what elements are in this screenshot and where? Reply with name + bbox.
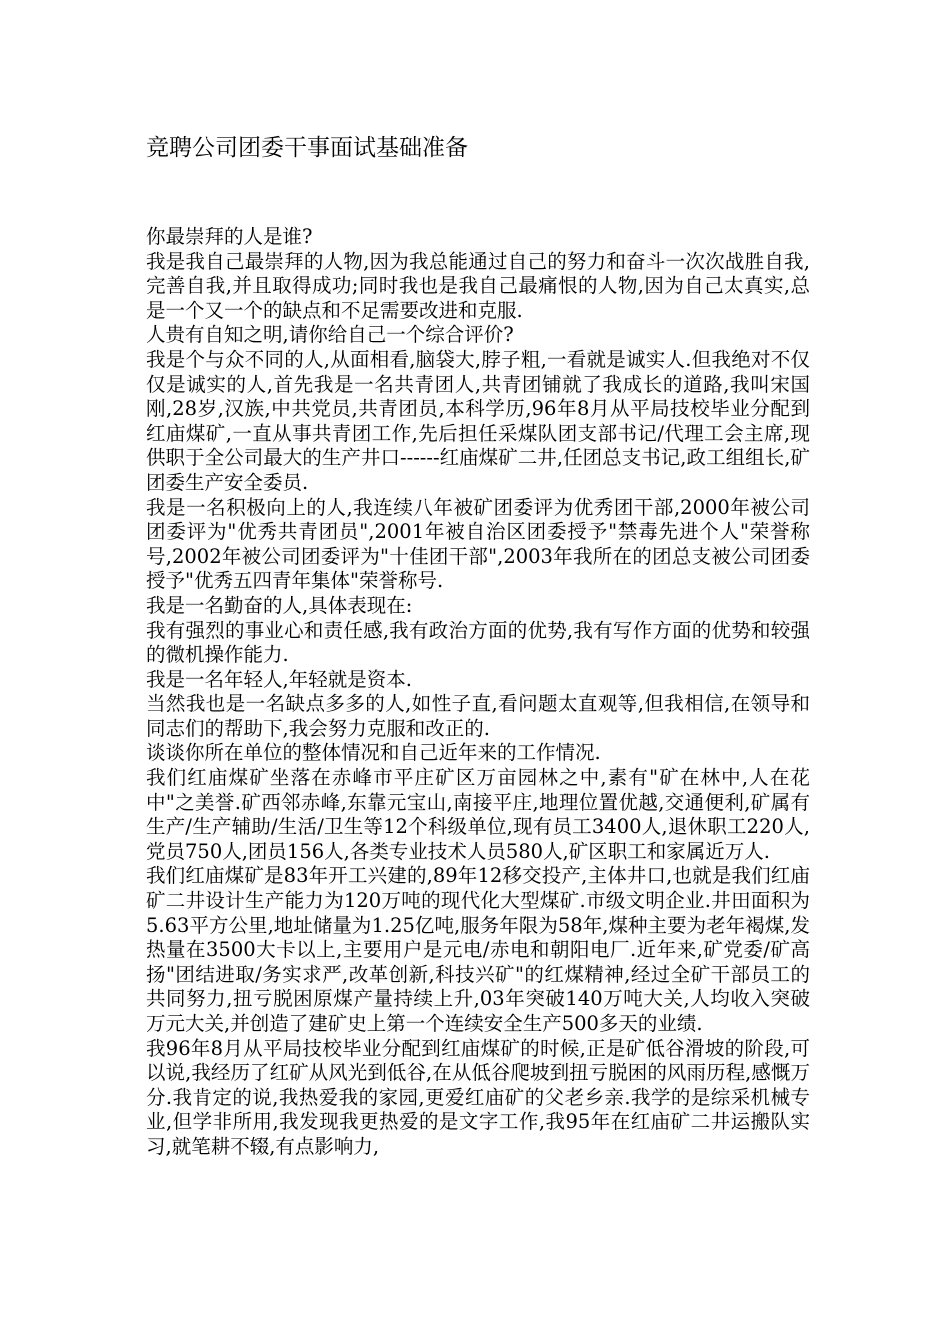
paragraph-youth: 我是一名年轻人,年轻就是资本. [146,667,412,691]
document-body [146,225,810,1160]
paragraph-mine-location: 我们红庙煤矿坐落在赤峰市平庄矿区万亩园林之中,素有"矿在林中,人在花中"之美誉.矿西邻赤峰,东靠元宝山,南接平庄,地理位置优越,交通便利,矿属有生产/生产辅助/生活/卫生等12个科级单位,现有员工3400人,退休职工220人,党员750人,团员156人,各类专业技术人员580人,矿区职工和家属近万人. [146,766,810,863]
paragraph-answer-honors: 我是一名积极向上的人,我连续八年被矿团委评为优秀团干部,2000年被公司团委评为"优秀共青团员",2001年被自治区团委授予"禁毒先进个人"荣誉称号,2002年被公司团委评为"十佳团干部",2003年我所在的团总支被公司团委授予"优秀五四青年集体"荣誉称号. [146,495,810,593]
paragraph-question-workplace: 谈谈你所在单位的整体情况和自己近年来的工作情况. [146,741,601,765]
paragraph-shortcomings: 当然我也是一名缺点多多的人,如性子直,看问题太直观等,但我相信,在领导和同志们的帮助下,我会努力克服和改正的. [146,692,810,740]
paragraph-personal-history: 我96年8月从平局技校毕业分配到红庙煤矿的时候,正是矿低谷滑坡的阶段,可以说,我经历了红矿从风光到低谷,在从低谷爬坡到扭亏脱困的风雨历程,感慨万分.我肯定的说,我热爱我的家园,更爱红庙矿的父老乡亲.我学的是综采机械专业,但学非所用,我发现我更热爱的是文字工作,我95年在红庙矿二井运搬队实习,就笔耕不辍,有点影响力, [146,1036,810,1158]
paragraph-answer-self-introduction: 我是个与众不同的人,从面相看,脑袋大,脖子粗,一看就是诚实人.但我绝对不仅仅是诚实的人,首先我是一名共青团人,共青团铺就了我成长的道路,我叫宋国刚,28岁,汉族,中共党员,共青团员,本科学历,96年8月从平局技校毕业分配到红庙煤矿,一直从事共青团工作,先后担任采煤队团支部书记/代理工会主席,现供职于全公司最大的生产井口------红庙煤矿二井,任团总支书记,政工组组长,矿团委生产安全委员. [146,347,810,494]
document-title: 竞聘公司团委干事面试基础准备 [146,135,468,161]
paragraph-question-admired-person: 你最崇拜的人是谁? [146,225,313,248]
paragraph-answer-admired-person: 我是我自己最崇拜的人物,因为我总能通过自己的努力和奋斗一次次战胜自我,完善自我,并且取得成功;同时我也是我自己最痛恨的人物,因为自己太真实,总是一个又一个的缺点和不足需要改进和克服. [146,249,810,322]
paragraph-question-self-evaluation: 人贵有自知之明,请你给自己一个综合评价? [146,323,514,347]
paragraph-strengths: 我有强烈的事业心和责任感,我有政治方面的优势,我有写作方面的优势和较强的微机操作能力. [146,618,810,667]
paragraph-mine-history: 我们红庙煤矿是83年开工兴建的,89年12移交投产,主体井口,也就是我们红庙矿二井设计生产能力为120万吨的现代化大型煤矿.市级文明企业.井田面积为5.63平方公里,地址储量为1.25亿吨,服务年限为58年,煤种主要为老年褐煤,发热量在3500大卡以上,主要用户是元电/赤电和朝阳电厂.近年来,矿党委/矿高扬"团结进取/务实求严,改革创新,科技兴矿"的红煤精神,经过全矿干部员工的共同努力,扭亏脱困原煤产量持续上升,03年突破140万吨大关,人均收入突破万元大关,并创造了建矿史上第一个连续安全生产500多天的业绩. [146,864,810,1035]
paragraph-diligence-intro: 我是一名勤奋的人,具体表现在: [146,593,413,617]
